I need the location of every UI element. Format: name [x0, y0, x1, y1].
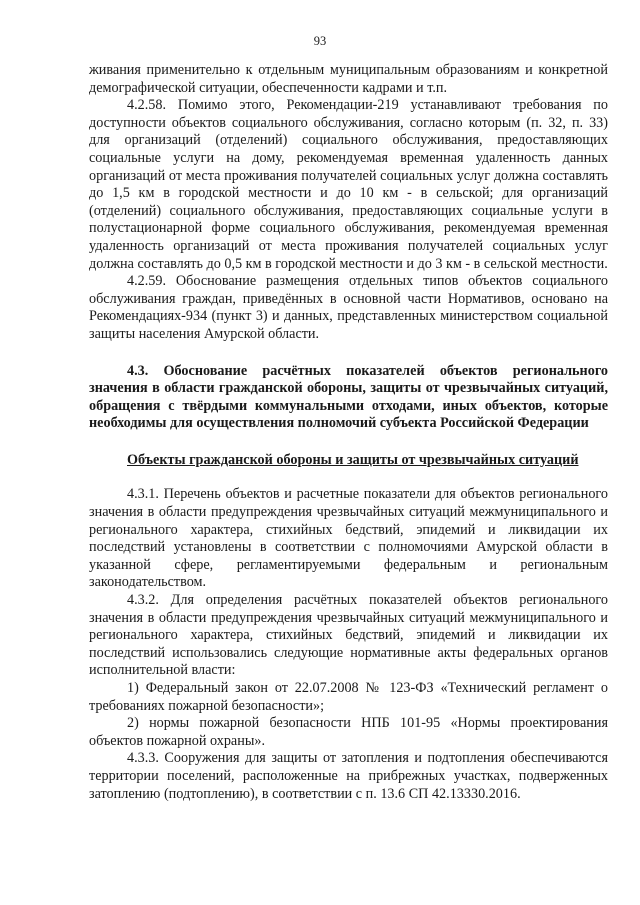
- paragraph-4-2-58: 4.2.58. Помимо этого, Рекомендации-219 устанавливают требования по доступности объектов социального обслуживания, согласно которым (п. 32, п. 33) для организаций (отделений) социального обслуживания, предоставляющих социальные услуги на дому, рекомендуемая временная удаленность данных организаций от места проживания получателей социальных услуг должна составлять до 1,5 км в городской местности и до 10 км - в сельской; для организаций (отделений) социального обслуживания, предоставляющих социальные услуги в полустационарной форме социального обслуживания, рекомендуемая временная удаленность организаций от места проживания получателей социальных услуг должна составлять до 0,5 км в городской местности и до 3 км - в сельской местности.: [89, 97, 608, 272]
- spacer: [89, 469, 608, 486]
- section-heading-4-3: 4.3. Обоснование расчётных показателей объектов регионального значения в области гражданской обороны, защиты от чрезвычайных ситуаций, обращения с твёрдыми коммунальными отходами, иных объектов, которые необходимы для осуществления полномочий субъекта Российской Федерации: [89, 362, 608, 432]
- paragraph-4-3-3: 4.3.3. Сооружения для защиты от затопления и подтопления обеспечиваются территории поселений, расположенные на прибрежных участках, подверженных затоплению (подтоплению), в соответствии с п. 13.6 СП 42.13330.2016.: [89, 750, 608, 802]
- page-body: [89, 62, 608, 803]
- page-number: 93: [313, 34, 327, 48]
- paragraph-4-3-1: 4.3.1. Перечень объектов и расчетные показатели для объектов регионального значения в области предупреждения чрезвычайных ситуаций межмуниципального и регионального характера, стихийных бедствий, эпидемий и ликвидации их последствий установлены в соответствии с полномочиями Амурской области в указанной сфере, регламентируемыми федеральным и региональным законодательством.: [89, 486, 608, 591]
- list-item-law-2: 2) нормы пожарной безопасности НПБ 101-95 «Нормы проектирования объектов пожарной охраны».: [89, 715, 608, 749]
- paragraph-4-3-2: 4.3.2. Для определения расчётных показателей объектов регионального значения в области предупреждения чрезвычайных ситуаций межмуниципального и регионального характера, стихийных бедствий, эпидемий и ликвидации их последствий использовались следующие нормативные акты федеральных органов исполнительной власти:: [89, 592, 608, 679]
- paragraph-4-2-59: 4.2.59. Обоснование размещения отдельных типов объектов социального обслуживания граждан, приведённых в основной части Нормативов, основано на Рекомендациях-934 (пункт 3) и данных, представленных министерством социальной защиты населения Амурской области.: [89, 273, 608, 342]
- spacer: [89, 344, 608, 363]
- list-item-law-1: 1) Федеральный закон от 22.07.2008 № 123-ФЗ «Технический регламент о требованиях пожарной безопасности»;: [89, 680, 608, 714]
- subsection-heading-civil-defense: Объекты гражданской обороны и защиты от чрезвычайных ситуаций: [127, 451, 579, 468]
- spacer: [89, 433, 608, 452]
- paragraph-continuation: живания применительно к отдельным муниципальным образованиям и конкретной демографической ситуации, обеспеченности кадрами и т.п.: [89, 62, 608, 96]
